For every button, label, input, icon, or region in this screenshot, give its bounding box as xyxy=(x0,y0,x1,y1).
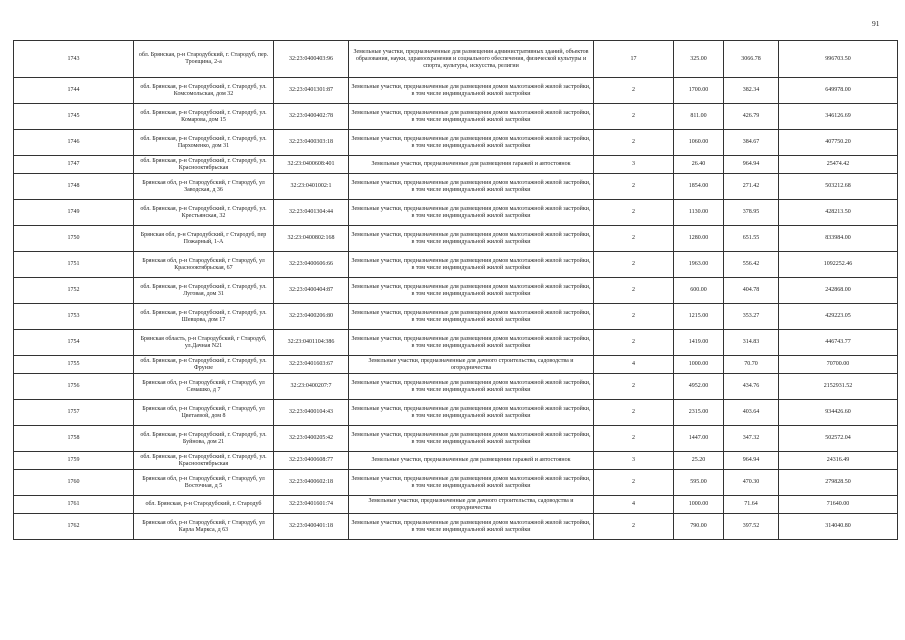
land-use-cell: Земельные участки, предназначенные для размещения гаражей и автостоянок xyxy=(349,156,594,174)
cadastral-number-cell: 32:23:0400606:66 xyxy=(274,252,349,278)
cadastral-value-cell: 70700.00 xyxy=(779,356,898,374)
rate-cell: 314.83 xyxy=(724,330,779,356)
row-number-cell: 1749 xyxy=(14,200,134,226)
address-cell: Брянская обл, р-н Стародубский, г Стародуб, ул Семашко, д 7 xyxy=(134,374,274,400)
table-row xyxy=(14,104,898,130)
area-cell: 1280.00 xyxy=(674,226,724,252)
row-number-cell: 1758 xyxy=(14,426,134,452)
table-row xyxy=(14,304,898,330)
cadastral-number-cell: 32:23:0400303:18 xyxy=(274,130,349,156)
address-cell: обл. Брянская, р-н Стародубский, г. Стародуб, ул. Краснооктябрьская xyxy=(134,452,274,470)
row-number-cell: 1754 xyxy=(14,330,134,356)
row-number-cell: 1760 xyxy=(14,470,134,496)
rate-cell: 271.42 xyxy=(724,174,779,200)
cadastral-value-cell: 25474.42 xyxy=(779,156,898,174)
land-use-cell: Земельные участки, предназначенные для размещения домов малоэтажной жилой застройки, в том числе индивидуальной жилой застройки xyxy=(349,78,594,104)
table-row xyxy=(14,78,898,104)
table-row xyxy=(14,400,898,426)
table-row xyxy=(14,200,898,226)
rate-cell: 426.79 xyxy=(724,104,779,130)
land-use-cell: Земельные участки, предназначенные для дачного строительства, садоводства и огородничества xyxy=(349,496,594,514)
row-number-cell: 1756 xyxy=(14,374,134,400)
cadastral-value-cell: 446743.77 xyxy=(779,330,898,356)
land-use-cell: Земельные участки, предназначенные для размещения домов малоэтажной жилой застройки, в том числе индивидуальной жилой застройки xyxy=(349,200,594,226)
row-number-cell: 1759 xyxy=(14,452,134,470)
row-number-cell: 1745 xyxy=(14,104,134,130)
cadastral-value-cell: 649978.00 xyxy=(779,78,898,104)
cadastral-number-cell: 32:23:0400802:168 xyxy=(274,226,349,252)
land-use-cell: Земельные участки, предназначенные для размещения домов малоэтажной жилой застройки, в том числе индивидуальной жилой застройки xyxy=(349,330,594,356)
land-use-cell: Земельные участки, предназначенные для размещения домов малоэтажной жилой застройки, в том числе индивидуальной жилой застройки xyxy=(349,252,594,278)
address-cell: Брянская обл, р-н Стародубский, г Стародуб, ул Заводская, д 36 xyxy=(134,174,274,200)
area-cell: 26.40 xyxy=(674,156,724,174)
table-row xyxy=(14,330,898,356)
cadastral-number-cell: 32:23:0401304:44 xyxy=(274,200,349,226)
cadastral-value-cell: 24316.49 xyxy=(779,452,898,470)
cadastral-value-cell: 996703.50 xyxy=(779,41,898,78)
rate-cell: 964.94 xyxy=(724,156,779,174)
area-cell: 1854.00 xyxy=(674,174,724,200)
table-row xyxy=(14,130,898,156)
cadastral-number-cell: 32:23:0400402:78 xyxy=(274,104,349,130)
area-cell: 600.00 xyxy=(674,278,724,304)
land-registry-table xyxy=(13,40,898,540)
row-number-cell: 1761 xyxy=(14,496,134,514)
address-cell: Брянская обл, р-н Стародубский, г Стародуб, ул Цветаевой, дом 8 xyxy=(134,400,274,426)
area-cell: 595.00 xyxy=(674,470,724,496)
cadastral-value-cell: 428213.50 xyxy=(779,200,898,226)
rate-cell: 964.94 xyxy=(724,452,779,470)
area-cell: 1000.00 xyxy=(674,356,724,374)
cadastral-value-cell: 429223.05 xyxy=(779,304,898,330)
group-cell: 4 xyxy=(594,496,674,514)
address-cell: Брянская обл, р-н Стародубский, г Стародуб, пер Пожарный, 1-А xyxy=(134,226,274,252)
rate-cell: 397.52 xyxy=(724,514,779,540)
cadastral-number-cell: 32:23:0400401:18 xyxy=(274,514,349,540)
cadastral-value-cell: 833984.00 xyxy=(779,226,898,252)
table-row xyxy=(14,374,898,400)
rate-cell: 3066.78 xyxy=(724,41,779,78)
group-cell: 2 xyxy=(594,174,674,200)
row-number-cell: 1762 xyxy=(14,514,134,540)
page-number: 91 xyxy=(872,19,880,28)
cadastral-number-cell: 32:23:0401601:74 xyxy=(274,496,349,514)
land-use-cell: Земельные участки, предназначенные для размещения домов малоэтажной жилой застройки, в том числе индивидуальной жилой застройки xyxy=(349,400,594,426)
group-cell: 2 xyxy=(594,78,674,104)
land-use-cell: Земельные участки, предназначенные для размещения домов малоэтажной жилой застройки, в том числе индивидуальной жилой застройки xyxy=(349,514,594,540)
cadastral-number-cell: 32:23:0400206:80 xyxy=(274,304,349,330)
cadastral-number-cell: 32:23:0401603:67 xyxy=(274,356,349,374)
rate-cell: 347.32 xyxy=(724,426,779,452)
address-cell: обл. Брянская, р-н Стародубский, г. Стародуб, ул. Крестьянская, 32 xyxy=(134,200,274,226)
group-cell: 2 xyxy=(594,252,674,278)
land-use-cell: Земельные участки, предназначенные для дачного строительства, садоводства и огородничества xyxy=(349,356,594,374)
table-row xyxy=(14,452,898,470)
row-number-cell: 1748 xyxy=(14,174,134,200)
address-cell: обл. Брянская, р-н Стародубский, г. Стародуб, ул. Луговая, дом 31 xyxy=(134,278,274,304)
cadastral-number-cell: 32:23:0400207:7 xyxy=(274,374,349,400)
cadastral-value-cell: 503212.68 xyxy=(779,174,898,200)
group-cell: 3 xyxy=(594,452,674,470)
rate-cell: 70.70 xyxy=(724,356,779,374)
address-cell: обл. Брянская, р-н Стародубский, г. Стародуб, ул. Комсомольская, дом 32 xyxy=(134,78,274,104)
row-number-cell: 1747 xyxy=(14,156,134,174)
group-cell: 2 xyxy=(594,400,674,426)
row-number-cell: 1753 xyxy=(14,304,134,330)
rate-cell: 470.30 xyxy=(724,470,779,496)
area-cell: 1130.00 xyxy=(674,200,724,226)
area-cell: 790.00 xyxy=(674,514,724,540)
rate-cell: 384.67 xyxy=(724,130,779,156)
area-cell: 1060.00 xyxy=(674,130,724,156)
group-cell: 2 xyxy=(594,374,674,400)
address-cell: обл. Брянская, р-н Стародубский, г. Стародуб, ул. Фрунзе xyxy=(134,356,274,374)
land-use-cell: Земельные участки, предназначенные для размещения домов малоэтажной жилой застройки, в том числе индивидуальной жилой застройки xyxy=(349,470,594,496)
cadastral-value-cell: 242868.00 xyxy=(779,278,898,304)
cadastral-number-cell: 32:23:0400205:42 xyxy=(274,426,349,452)
group-cell: 2 xyxy=(594,226,674,252)
area-cell: 325.00 xyxy=(674,41,724,78)
area-cell: 2315.00 xyxy=(674,400,724,426)
rate-cell: 71.64 xyxy=(724,496,779,514)
cadastral-number-cell: 32:23:0400403:96 xyxy=(274,41,349,78)
address-cell: Брянская обл, р-н Стародубский, г Стародуб, ул Краснооктябрьская, 67 xyxy=(134,252,274,278)
table-row xyxy=(14,356,898,374)
group-cell: 2 xyxy=(594,200,674,226)
row-number-cell: 1751 xyxy=(14,252,134,278)
cadastral-value-cell: 71640.00 xyxy=(779,496,898,514)
area-cell: 1000.00 xyxy=(674,496,724,514)
cadastral-number-cell: 32:23:0400104:43 xyxy=(274,400,349,426)
area-cell: 1700.00 xyxy=(674,78,724,104)
area-cell: 1419.00 xyxy=(674,330,724,356)
land-use-cell: Земельные участки, предназначенные для размещения административных зданий, объектов образования, науки, здравоохранения и социального обеспечения, физической культуры и спорта, культуры, искусства, религии xyxy=(349,41,594,78)
rate-cell: 378.95 xyxy=(724,200,779,226)
land-use-cell: Земельные участки, предназначенные для размещения домов малоэтажной жилой застройки, в том числе индивидуальной жилой застройки xyxy=(349,226,594,252)
group-cell: 2 xyxy=(594,304,674,330)
cadastral-number-cell: 32:23:0400602:18 xyxy=(274,470,349,496)
land-use-cell: Земельные участки, предназначенные для размещения гаражей и автостоянок xyxy=(349,452,594,470)
area-cell: 811.00 xyxy=(674,104,724,130)
address-cell: обл. Брянская, р-н Стародубский, г. Стародуб, ул. Комарова, дом 15 xyxy=(134,104,274,130)
cadastral-number-cell: 32:23:0400608:77 xyxy=(274,452,349,470)
cadastral-value-cell: 934426.60 xyxy=(779,400,898,426)
land-use-cell: Земельные участки, предназначенные для размещения домов малоэтажной жилой застройки, в том числе индивидуальной жилой застройки xyxy=(349,278,594,304)
cadastral-number-cell: 32:23:0400608:401 xyxy=(274,156,349,174)
table-row xyxy=(14,426,898,452)
cadastral-number-cell: 32:23:0400404:87 xyxy=(274,278,349,304)
table-row xyxy=(14,156,898,174)
cadastral-value-cell: 407750.20 xyxy=(779,130,898,156)
cadastral-value-cell: 346126.69 xyxy=(779,104,898,130)
address-cell: обл. Брянская, р-н Стародубский, г. Стародуб, ул. Шевцова, дом 17 xyxy=(134,304,274,330)
area-cell: 4952.00 xyxy=(674,374,724,400)
rate-cell: 651.55 xyxy=(724,226,779,252)
group-cell: 2 xyxy=(594,278,674,304)
rate-cell: 404.78 xyxy=(724,278,779,304)
group-cell: 2 xyxy=(594,514,674,540)
rate-cell: 353.27 xyxy=(724,304,779,330)
row-number-cell: 1752 xyxy=(14,278,134,304)
land-use-cell: Земельные участки, предназначенные для размещения домов малоэтажной жилой застройки, в том числе индивидуальной жилой застройки xyxy=(349,174,594,200)
address-cell: обл. Брянская, р-н Стародубский, г. Стародуб, ул. Пархоменко, дом 31 xyxy=(134,130,274,156)
row-number-cell: 1755 xyxy=(14,356,134,374)
address-cell: обл. Брянская, р-н Стародубский, г. Стародуб xyxy=(134,496,274,514)
address-cell: обл. Брянская, р-н Стародубский, г. Стародуб, пер. Троещина, 2-а xyxy=(134,41,274,78)
group-cell: 2 xyxy=(594,130,674,156)
cadastral-value-cell: 279828.50 xyxy=(779,470,898,496)
cadastral-value-cell: 502572.04 xyxy=(779,426,898,452)
area-cell: 1963.00 xyxy=(674,252,724,278)
cadastral-value-cell: 1092252.46 xyxy=(779,252,898,278)
table-row xyxy=(14,226,898,252)
group-cell: 2 xyxy=(594,330,674,356)
table-row xyxy=(14,278,898,304)
area-cell: 1447.00 xyxy=(674,426,724,452)
cadastral-number-cell: 32:23:0401301:87 xyxy=(274,78,349,104)
row-number-cell: 1757 xyxy=(14,400,134,426)
cadastral-number-cell: 32:23:0401104:386 xyxy=(274,330,349,356)
rate-cell: 403.64 xyxy=(724,400,779,426)
group-cell: 2 xyxy=(594,470,674,496)
group-cell: 17 xyxy=(594,41,674,78)
address-cell: обл. Брянская, р-н Стародубский, г. Стародуб, ул. Краснооктябрьская xyxy=(134,156,274,174)
address-cell: Брянская обл, р-н Стародубский, г Стародуб, ул Карла Маркса, д 63 xyxy=(134,514,274,540)
rate-cell: 556.42 xyxy=(724,252,779,278)
area-cell: 25.20 xyxy=(674,452,724,470)
address-cell: Брянская обл, р-н Стародубский, г Стародуб, ул Восточная, д 5 xyxy=(134,470,274,496)
cadastral-number-cell: 32:23:0401002:1 xyxy=(274,174,349,200)
group-cell: 2 xyxy=(594,104,674,130)
row-number-cell: 1746 xyxy=(14,130,134,156)
group-cell: 3 xyxy=(594,156,674,174)
group-cell: 4 xyxy=(594,356,674,374)
land-use-cell: Земельные участки, предназначенные для размещения домов малоэтажной жилой застройки, в том числе индивидуальной жилой застройки xyxy=(349,304,594,330)
table-row xyxy=(14,41,898,78)
land-use-cell: Земельные участки, предназначенные для размещения домов малоэтажной жилой застройки, в том числе индивидуальной жилой застройки xyxy=(349,374,594,400)
row-number-cell: 1750 xyxy=(14,226,134,252)
land-use-cell: Земельные участки, предназначенные для размещения домов малоэтажной жилой застройки, в том числе индивидуальной жилой застройки xyxy=(349,426,594,452)
land-use-cell: Земельные участки, предназначенные для размещения домов малоэтажной жилой застройки, в том числе индивидуальной жилой застройки xyxy=(349,104,594,130)
cadastral-value-cell: 2152931.52 xyxy=(779,374,898,400)
row-number-cell: 1743 xyxy=(14,41,134,78)
rate-cell: 434.76 xyxy=(724,374,779,400)
row-number-cell: 1744 xyxy=(14,78,134,104)
cadastral-value-cell: 314040.80 xyxy=(779,514,898,540)
address-cell: Брянская область, р-н Стародубский, г Стародуб, ул.Дачная N21 xyxy=(134,330,274,356)
table-row xyxy=(14,496,898,514)
address-cell: обл. Брянская, р-н Стародубский, г. Стародуб, ул. Буйнова, дом 21 xyxy=(134,426,274,452)
table-row xyxy=(14,470,898,496)
table-row xyxy=(14,514,898,540)
group-cell: 2 xyxy=(594,426,674,452)
land-use-cell: Земельные участки, предназначенные для размещения домов малоэтажной жилой застройки, в том числе индивидуальной жилой застройки xyxy=(349,130,594,156)
area-cell: 1215.00 xyxy=(674,304,724,330)
rate-cell: 382.34 xyxy=(724,78,779,104)
table-row xyxy=(14,252,898,278)
table-row xyxy=(14,174,898,200)
